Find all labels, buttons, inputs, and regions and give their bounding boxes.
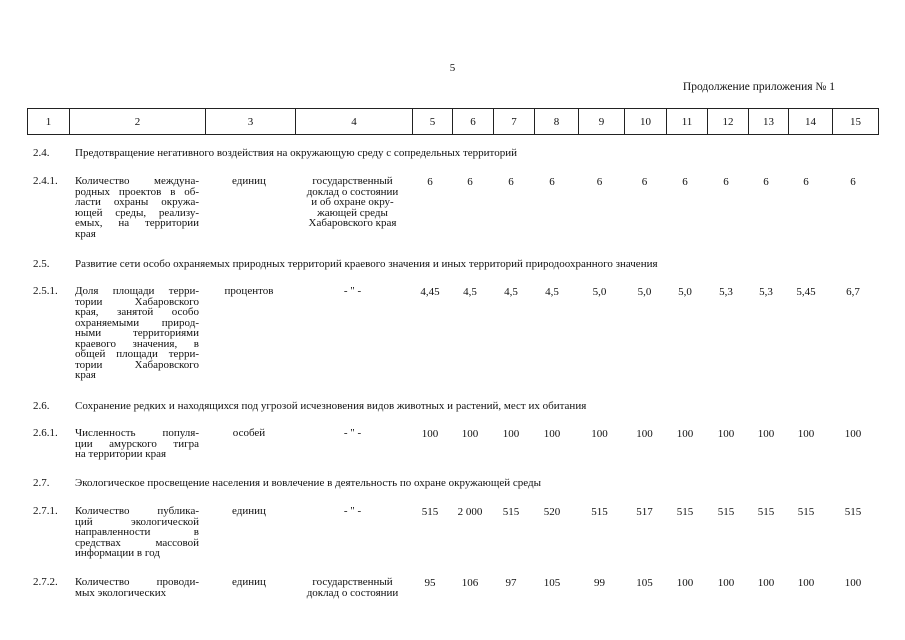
indicator-name (75, 176, 199, 239)
indicator-value: 5,0 (592, 286, 607, 298)
indicator-source-line: и об охране окру- (311, 196, 394, 208)
indicator-value: 100 (591, 428, 608, 440)
section-title: Сохранение редких и находящихся под угрозой исчезновения видов животных и растений, мест их обитания (75, 400, 587, 412)
indicator-value: 100 (717, 577, 735, 589)
column-header-cell: 11 (667, 109, 708, 135)
indicator-value: 515 (717, 506, 735, 518)
indicator-value: 4,45 (420, 286, 440, 298)
indicator-value: 515 (844, 506, 862, 518)
section-title: Развитие сети особо охраняемых природных территорий краевого значения и иных территорий природоохранного значения (75, 258, 658, 270)
indicator-value: 97 (505, 577, 517, 589)
page-number: 5 (449, 62, 456, 74)
indicator-unit: единиц (232, 175, 266, 187)
indicator-source-line: - " - (343, 427, 362, 439)
indicator-value: 100 (797, 428, 815, 440)
indicator-value: 6 (723, 176, 729, 188)
indicator-value: 515 (797, 506, 815, 518)
column-header-table (27, 108, 879, 135)
indicator-source-line: доклад о состоянии (306, 185, 399, 198)
indicator-value: 100 (636, 428, 653, 440)
indicator-name-line: средствах массовой (75, 536, 199, 549)
indicator-name-line: тории Хабаровского (75, 358, 199, 371)
indicator-value: 100 (717, 428, 735, 440)
indicator-source-line: - " - (343, 285, 362, 297)
indicator-name-line: ции амурского тигра (75, 437, 199, 450)
indicator-value: 100 (844, 428, 862, 440)
indicator-name-line: родных проектов в об- (75, 185, 199, 198)
section-heading (33, 147, 517, 159)
indicator-value: 100 (676, 577, 694, 589)
indicator-name-line: края, занятой особо (75, 306, 199, 318)
indicator-unit: единиц (232, 505, 266, 517)
indicator-value: 5,3 (719, 286, 733, 298)
indicator-source (295, 577, 410, 598)
indicator-value: 100 (757, 428, 775, 440)
indicator-value: 99 (594, 577, 605, 589)
indicator-source-line: Хабаровского края (308, 217, 397, 229)
indicator-value: 100 (543, 428, 561, 440)
section-heading (33, 400, 586, 412)
column-header-cell: 14 (789, 109, 833, 135)
indicator-name (75, 286, 199, 381)
indicator-value: 6 (682, 176, 688, 188)
indicator-code: 2.6.1. (33, 427, 58, 439)
indicator-value: 515 (757, 506, 775, 518)
section-code: 2.5. (33, 258, 50, 270)
indicator-value: 6 (850, 176, 856, 188)
column-header-cell: 15 (833, 109, 879, 135)
indicator-name-line: на территории края (75, 448, 167, 460)
indicator-name-line: ными территориями (75, 327, 199, 339)
indicator-name-line: направленности в (75, 526, 199, 538)
column-header-row (28, 109, 879, 135)
column-header-cell: 4 (296, 109, 413, 135)
indicator-value: 100 (797, 577, 815, 589)
indicator-name-line: тории Хабаровского (75, 295, 199, 308)
indicator-value: 6 (467, 176, 473, 188)
indicator-value: 105 (543, 577, 561, 589)
indicator-value: 515 (591, 506, 608, 518)
indicator-name (75, 577, 199, 598)
column-header-cell: 2 (70, 109, 206, 135)
indicator-value: 100 (844, 577, 862, 589)
section-title: Экологическое просвещение населения и вовлечение в деятельность по охране окружающей среды (75, 477, 541, 489)
indicator-value: 6,7 (846, 286, 860, 298)
indicator-code: 2.7.2. (33, 576, 58, 588)
section-heading (33, 477, 541, 489)
column-header-cell: 10 (625, 109, 667, 135)
indicator-name-line: края (75, 227, 96, 240)
indicator-value: 4,5 (545, 286, 559, 298)
indicator-value: 100 (461, 428, 479, 440)
indicator-value: 105 (636, 577, 653, 589)
indicator-name (75, 428, 199, 460)
indicator-value: 6 (596, 176, 603, 188)
indicator-value: 6 (508, 176, 514, 188)
indicator-name-line: Доля площади терри- (75, 285, 199, 297)
indicator-value: 95 (424, 577, 436, 589)
section-title: Предотвращение негативного воздействия на окружающую среду с сопредельных территорий (75, 147, 517, 159)
indicator-name-line: Количество междуна- (75, 175, 199, 187)
indicator-value: 515 (421, 506, 439, 518)
indicator-value: 100 (757, 577, 775, 589)
indicator-value: 6 (549, 176, 555, 188)
indicator-name-line: края (75, 369, 96, 381)
column-header-cell: 5 (413, 109, 453, 135)
indicator-unit: особей (232, 427, 266, 439)
indicator-source (295, 506, 410, 517)
indicator-name-line: ющей среды, реализу- (75, 206, 199, 219)
indicator-source-line: государственный (312, 576, 393, 588)
indicator-name-line: информации в год (75, 547, 160, 559)
section-code: 2.6. (33, 400, 50, 412)
indicator-code: 2.4.1. (33, 175, 58, 187)
column-header-cell: 13 (749, 109, 789, 135)
indicator-name-line: охраняемыми природ- (75, 316, 199, 329)
continuation-label: Продолжение приложения № 1 (682, 81, 835, 93)
indicator-value: 5,45 (796, 286, 816, 298)
indicator-source-line: - " - (343, 505, 362, 517)
indicator-name-line: Численность популя- (75, 427, 199, 439)
indicator-value: 100 (676, 428, 694, 440)
column-header-cell: 3 (206, 109, 296, 135)
indicator-name-line: Количество проводи- (75, 576, 199, 588)
indicator-value: 5,0 (678, 286, 692, 298)
indicator-name-line: краевого значения, в (75, 337, 199, 350)
indicator-value: 6 (763, 176, 769, 188)
indicator-value: 100 (421, 428, 439, 440)
indicator-value: 515 (676, 506, 694, 518)
column-header-cell: 12 (708, 109, 749, 135)
indicator-value: 2 000 (457, 506, 483, 518)
indicator-unit: единиц (232, 576, 266, 588)
indicator-name-line: мых экологических (75, 586, 167, 599)
indicator-value: 5,3 (759, 286, 773, 298)
indicator-value: 6 (641, 176, 648, 188)
column-header-cell: 6 (453, 109, 494, 135)
indicator-value: 6 (427, 176, 433, 188)
indicator-code: 2.5.1. (33, 285, 58, 297)
indicator-value: 515 (502, 506, 520, 518)
indicator-unit: процентов (224, 285, 274, 297)
indicator-value: 100 (502, 428, 520, 440)
indicator-source (295, 286, 410, 297)
indicator-name (75, 506, 199, 559)
indicator-value: 4,5 (463, 286, 477, 298)
indicator-value: 520 (543, 506, 561, 518)
section-heading (33, 258, 658, 270)
indicator-code: 2.7.1. (33, 505, 58, 517)
column-header-cell: 9 (579, 109, 625, 135)
indicator-name-line: ласти охраны окружа- (75, 196, 199, 208)
column-header-cell: 1 (28, 109, 70, 135)
indicator-source-line: государственный (312, 175, 393, 187)
section-code: 2.4. (33, 147, 50, 159)
indicator-value: 517 (636, 506, 653, 518)
indicator-source (295, 428, 410, 439)
indicator-name-line: общей площади терри- (75, 348, 199, 360)
indicator-name-line: емых, на территории (75, 217, 199, 229)
indicator-value: 5,0 (637, 286, 652, 298)
indicator-source (295, 176, 410, 229)
indicator-value: 106 (461, 577, 479, 589)
indicator-name-line: ций экологической (75, 515, 199, 528)
column-header-cell: 8 (535, 109, 579, 135)
indicator-source-line: жающей среды (317, 206, 388, 219)
indicator-name-line: Количество публика- (75, 505, 199, 517)
indicator-source-line: доклад о состоянии (306, 586, 399, 599)
section-code: 2.7. (33, 477, 50, 489)
column-header-cell: 7 (494, 109, 535, 135)
indicator-value: 6 (803, 176, 809, 188)
indicator-value: 4,5 (504, 286, 518, 298)
